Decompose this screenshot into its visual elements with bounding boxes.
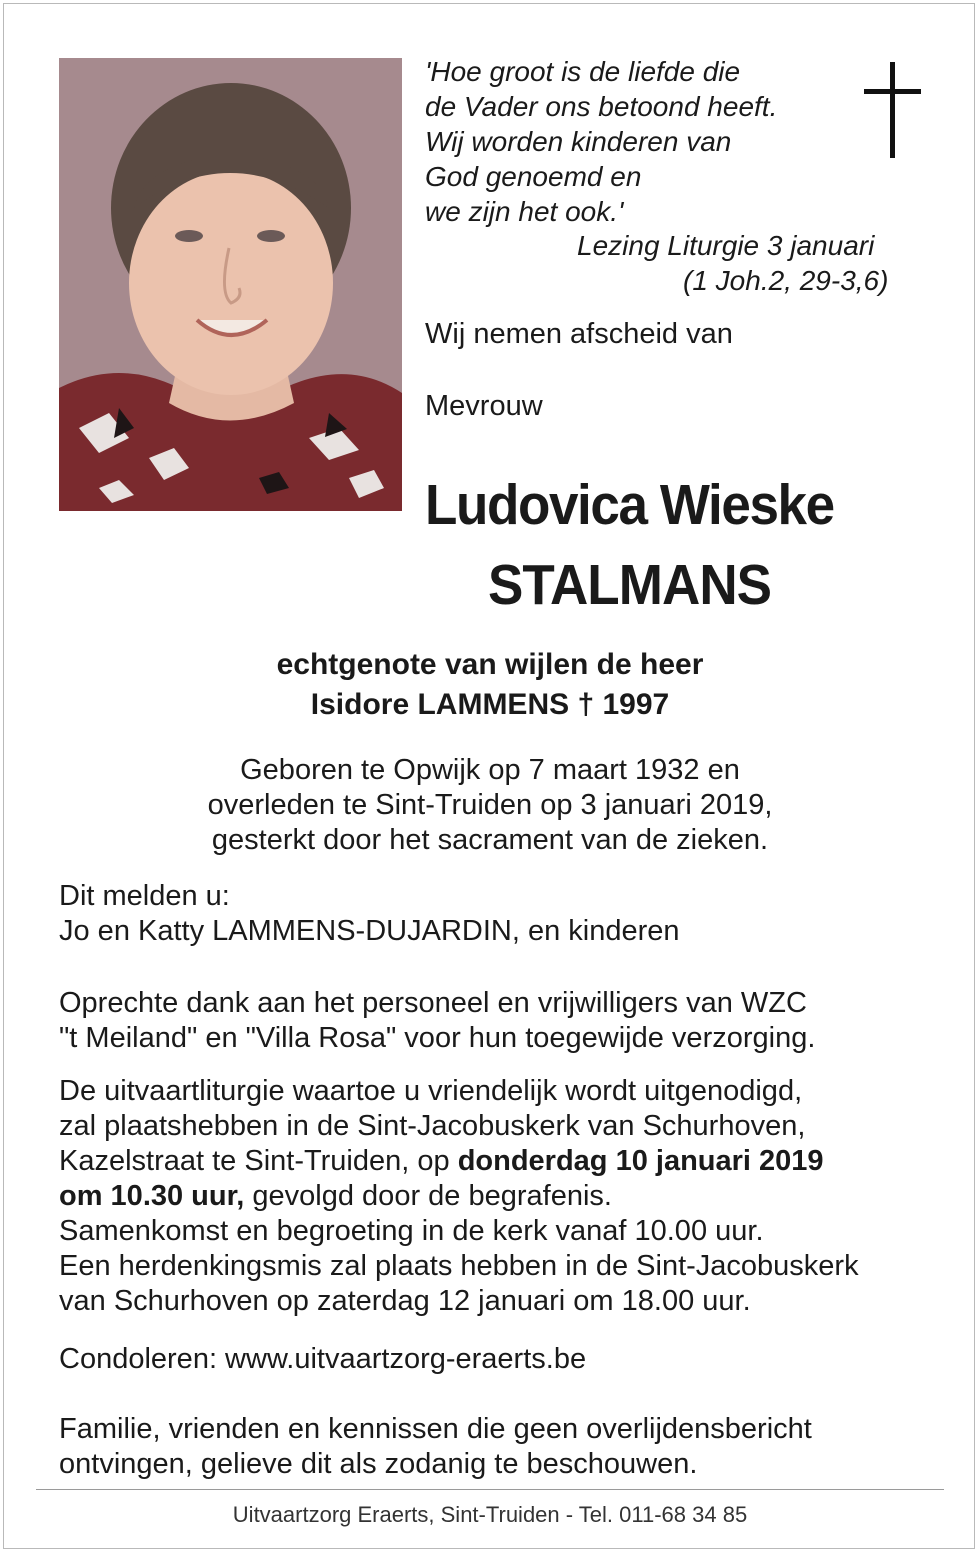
spouse-line: echtgenote van wijlen de heer: [276, 648, 704, 681]
ceremony-details: [59, 1074, 859, 1319]
birth-line: Geboren te Opwijk op 7 maart 1932 en: [240, 754, 740, 786]
portrait-photo: [59, 58, 402, 511]
spouse-name: Isidore LAMMENS † 1997: [310, 688, 670, 721]
quote-line: 'Hoe groot is de liefde die: [425, 56, 741, 87]
honorific: Mevrouw: [425, 390, 543, 422]
family-note-line: ontvingen, gelieve dit als zodanig te beschouwen.: [59, 1448, 698, 1480]
notify-heading: Dit melden u:: [59, 880, 230, 912]
quote-line: we zijn het ook.': [425, 196, 624, 227]
quote-line: God genoemd en: [425, 161, 642, 192]
notifiers: [59, 879, 680, 949]
farewell-intro: Wij nemen afscheid van: [425, 318, 733, 350]
spouse-info: [0, 645, 980, 725]
ceremony-burial: gevolgd door de begrafenis.: [244, 1180, 612, 1212]
scripture-quote: [425, 54, 777, 229]
thanks-note: [59, 986, 815, 1056]
quote-line: Wij worden kinderen van: [425, 126, 732, 157]
quote-line: de Vader ons betoond heeft.: [425, 91, 778, 122]
ceremony-time-line: [59, 1179, 859, 1214]
ceremony-time: om 10.30 uur,: [59, 1180, 245, 1212]
ceremony-date-line: [59, 1144, 859, 1179]
quote-reference: Lezing Liturgie 3 januari: [577, 230, 875, 261]
sacrament-line: gesterkt door het sacrament van de zieken.: [211, 824, 769, 856]
condolences-link[interactable]: Condoleren: www.uitvaartzorg-eraerts.be: [59, 1343, 587, 1375]
ceremony-line: zal plaatshebben in de Sint-Jacobuskerk van Schurhoven,: [59, 1110, 806, 1142]
family-note: [59, 1412, 812, 1482]
footer-undertaker: Uitvaartzorg Eraerts, Sint-Truiden - Tel. 011-68 34 85: [232, 1502, 748, 1527]
ceremony-line: Samenkomst en begroeting in de kerk vanaf 10.00 uur.: [59, 1215, 764, 1247]
ceremony-line: Een herdenkingsmis zal plaats hebben in de Sint-Jacobuskerk: [59, 1250, 859, 1282]
ceremony-location: Kazelstraat te Sint-Truiden, op: [59, 1145, 458, 1177]
death-line: overleden te Sint-Truiden op 3 januari 2019,: [207, 789, 773, 821]
ceremony-line: van Schurhoven op zaterdag 12 januari om 18.00 uur.: [59, 1285, 751, 1317]
thanks-line: Oprechte dank aan het personeel en vrijwilligers van WZC: [59, 987, 807, 1019]
deceased-given-names: Ludovica Wieske: [425, 473, 834, 537]
ceremony-date: donderdag 10 januari 2019: [457, 1145, 824, 1177]
ceremony-line: De uitvaartliturgie waartoe u vriendelijk wordt uitgenodigd,: [59, 1075, 803, 1107]
quote-reference-verse: (1 Joh.2, 29-3,6): [683, 265, 889, 296]
thanks-line: "t Meiland" en "Villa Rosa" voor hun toegewijde verzorging.: [59, 1022, 816, 1054]
footer-divider: [36, 1489, 944, 1490]
birth-death-info: [0, 753, 980, 858]
deceased-family-name: STALMANS: [488, 553, 772, 617]
latin-cross-icon: [864, 62, 922, 160]
notify-family: Jo en Katty LAMMENS-DUJARDIN, en kinderen: [59, 915, 680, 947]
family-note-line: Familie, vrienden en kennissen die geen overlijdensbericht: [59, 1413, 812, 1445]
